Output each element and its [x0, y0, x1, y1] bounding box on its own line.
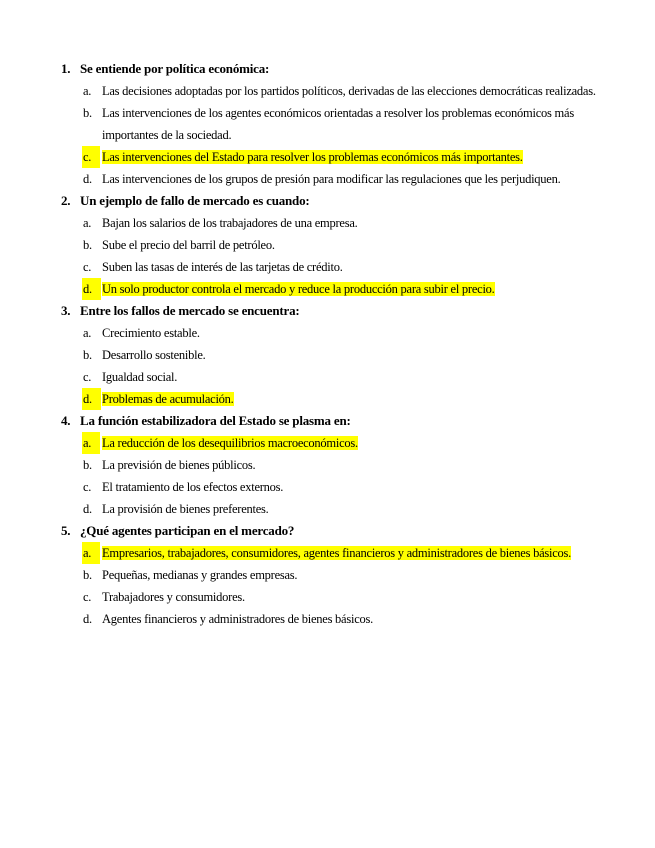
question-title	[61, 520, 601, 542]
option-letter: c.	[83, 480, 92, 494]
option-letter: c.	[83, 590, 92, 604]
question-number: 4.	[61, 413, 71, 428]
option-text: Igualdad social.	[102, 370, 178, 384]
question-5	[61, 520, 601, 630]
option-list	[61, 542, 601, 630]
question-1	[61, 58, 601, 190]
question-list	[61, 58, 601, 630]
question-number: 1.	[61, 61, 71, 76]
question-title	[61, 410, 601, 432]
option-letter: d.	[83, 502, 92, 516]
option-letter: a.	[82, 432, 100, 454]
option-text: Las intervenciones de los grupos de presión para modificar las regulaciones que les perjudiquen.	[102, 172, 561, 186]
option-list	[61, 322, 601, 410]
question-title	[61, 190, 601, 212]
option-b	[61, 102, 601, 146]
option-letter: b.	[83, 348, 92, 362]
option-letter: c.	[83, 370, 92, 384]
option-letter: b.	[83, 106, 92, 120]
question-3	[61, 300, 601, 410]
option-text: Pequeñas, medianas y grandes empresas.	[102, 568, 298, 582]
option-text: Bajan los salarios de los trabajadores de una empresa.	[102, 216, 358, 230]
question-number: 3.	[61, 303, 71, 318]
option-a	[61, 212, 601, 234]
option-list	[61, 432, 601, 520]
option-letter: d.	[83, 612, 92, 626]
option-d-highlighted	[61, 388, 601, 410]
option-letter: b.	[83, 568, 92, 582]
option-text: Empresarios, trabajadores, consumidores, agentes financieros y administradores de bienes básicos.	[102, 546, 571, 560]
option-text: Las decisiones adoptadas por los partidos políticos, derivadas de las elecciones democráticas realizadas.	[102, 84, 596, 98]
option-a-highlighted	[61, 432, 601, 454]
question-text: Un ejemplo de fallo de mercado es cuando:	[80, 193, 310, 208]
option-text: Agentes financieros y administradores de bienes básicos.	[102, 612, 373, 626]
option-letter: a.	[83, 84, 92, 98]
option-c	[61, 366, 601, 388]
question-2	[61, 190, 601, 300]
option-c	[61, 476, 601, 498]
option-a	[61, 322, 601, 344]
option-text: La reducción de los desequilibrios macroeconómicos.	[102, 436, 358, 450]
option-b	[61, 234, 601, 256]
option-text: El tratamiento de los efectos externos.	[102, 480, 284, 494]
option-letter: b.	[83, 458, 92, 472]
option-d	[61, 608, 601, 630]
option-letter: a.	[83, 216, 92, 230]
option-text: La previsión de bienes públicos.	[102, 458, 256, 472]
question-text: La función estabilizadora del Estado se plasma en:	[80, 413, 351, 428]
option-letter: d.	[82, 388, 101, 410]
option-letter: a.	[83, 326, 92, 340]
option-text: Sube el precio del barril de petróleo.	[102, 238, 275, 252]
option-b	[61, 454, 601, 476]
option-text: Suben las tasas de interés de las tarjetas de crédito.	[102, 260, 343, 274]
question-text: Se entiende por política económica:	[80, 61, 270, 76]
option-d	[61, 168, 601, 190]
option-c	[61, 586, 601, 608]
option-b	[61, 344, 601, 366]
option-text: Un solo productor controla el mercado y reduce la producción para subir el precio.	[102, 282, 495, 296]
option-b	[61, 564, 601, 586]
option-list	[61, 212, 601, 300]
option-text: La provisión de bienes preferentes.	[102, 502, 269, 516]
option-letter: d.	[82, 278, 101, 300]
option-a	[61, 80, 601, 102]
option-letter: c.	[83, 260, 92, 274]
option-c	[61, 256, 601, 278]
option-text: Las intervenciones del Estado para resolver los problemas económicos más importantes.	[102, 150, 523, 164]
question-text: ¿Qué agentes participan en el mercado?	[80, 523, 295, 538]
option-text: Las intervenciones de los agentes económicos orientadas a resolver los problemas económicos más importantes de la sociedad.	[102, 106, 574, 142]
question-number: 5.	[61, 523, 71, 538]
question-number: 2.	[61, 193, 71, 208]
option-text: Desarrollo sostenible.	[102, 348, 206, 362]
option-text: Trabajadores y consumidores.	[102, 590, 245, 604]
option-c-highlighted	[61, 146, 601, 168]
question-4	[61, 410, 601, 520]
option-letter: d.	[83, 172, 92, 186]
question-title	[61, 58, 601, 80]
option-text: Problemas de acumulación.	[102, 392, 234, 406]
option-letter: b.	[83, 238, 92, 252]
option-letter: a.	[82, 542, 100, 564]
option-letter: c.	[82, 146, 100, 168]
option-d-highlighted	[61, 278, 601, 300]
option-text: Crecimiento estable.	[102, 326, 200, 340]
option-d	[61, 498, 601, 520]
question-text: Entre los fallos de mercado se encuentra:	[80, 303, 300, 318]
option-a-highlighted	[61, 542, 601, 564]
option-list	[61, 80, 601, 190]
question-title	[61, 300, 601, 322]
